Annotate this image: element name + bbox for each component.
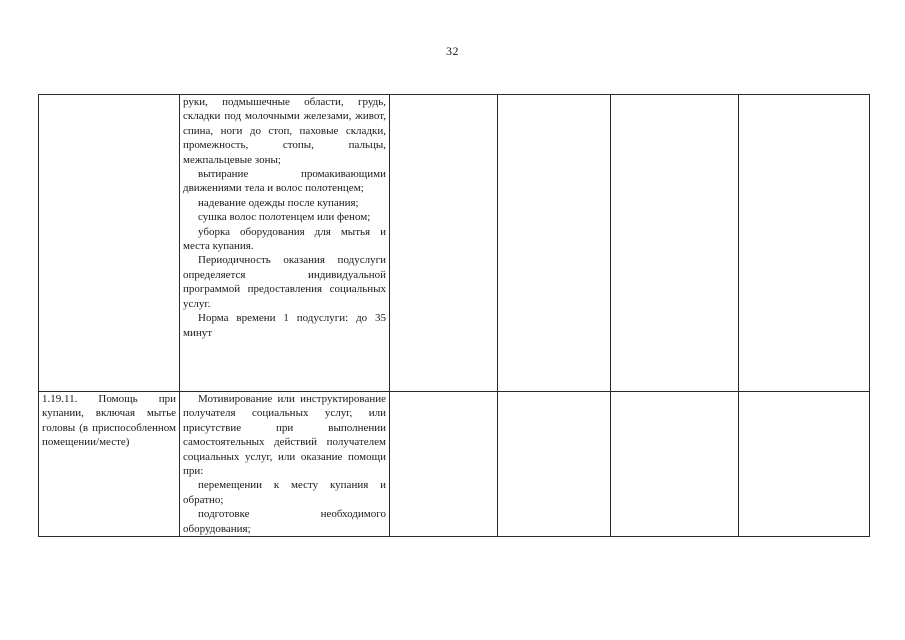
- table-row: [39, 392, 870, 537]
- service-description-cell: [180, 95, 390, 392]
- cleanup-item-text: уборка оборудования для мытья и места купания.: [183, 225, 386, 253]
- page-number: 32: [446, 44, 459, 58]
- periodicity-text: Периодичность оказания подуслуги определяется индивидуальной программой предоставления социальных услуг.: [183, 254, 386, 310]
- moving-item-text: перемещении к месту купания и обратно;: [183, 479, 386, 506]
- service-name-cell: [39, 95, 180, 392]
- table-cell-col3: [390, 95, 498, 392]
- service-name-cell: [39, 392, 180, 537]
- hair-drying-item-text: сушка волос полотенцем или феном;: [198, 211, 371, 224]
- body-parts-text: руки, подмышечные области, грудь, складки под молочными железами, живот, спина, ноги до стоп, паховые складки, промежность, стопы, пальцы, межпальцевые зоны;: [183, 96, 386, 166]
- drying-item-text: вытирание промакивающими движениями тела и волос полотенцем;: [183, 168, 386, 195]
- table-cell-col5: [611, 95, 739, 392]
- table-cell-col6: [739, 95, 870, 392]
- table-cell-col3: [390, 392, 498, 537]
- table-cell-col4: [498, 95, 611, 392]
- table-cell-col5: [611, 392, 739, 537]
- table-row: [39, 95, 870, 392]
- services-table: [38, 94, 870, 537]
- dressing-item-text: надевание одежды после купания;: [198, 196, 359, 209]
- preparing-item-text: подготовке необходимого оборудования;: [183, 508, 386, 535]
- table-cell-col6: [739, 392, 870, 537]
- time-norm-text: Норма времени 1 подуслуги: до 35 минут: [183, 312, 386, 339]
- service-name-text: 1.19.11. Помощь при купании, включая мытье головы (в приспособленном помещении/месте): [42, 393, 176, 449]
- intro-text: Мотивирование или инструктирование получателя социальных услуг, или присутствие при выполнении самостоятельных действий получателем социальных услуг, или оказание помощи при:: [183, 393, 386, 478]
- table-cell-col4: [498, 392, 611, 537]
- service-description-cell: [180, 392, 390, 537]
